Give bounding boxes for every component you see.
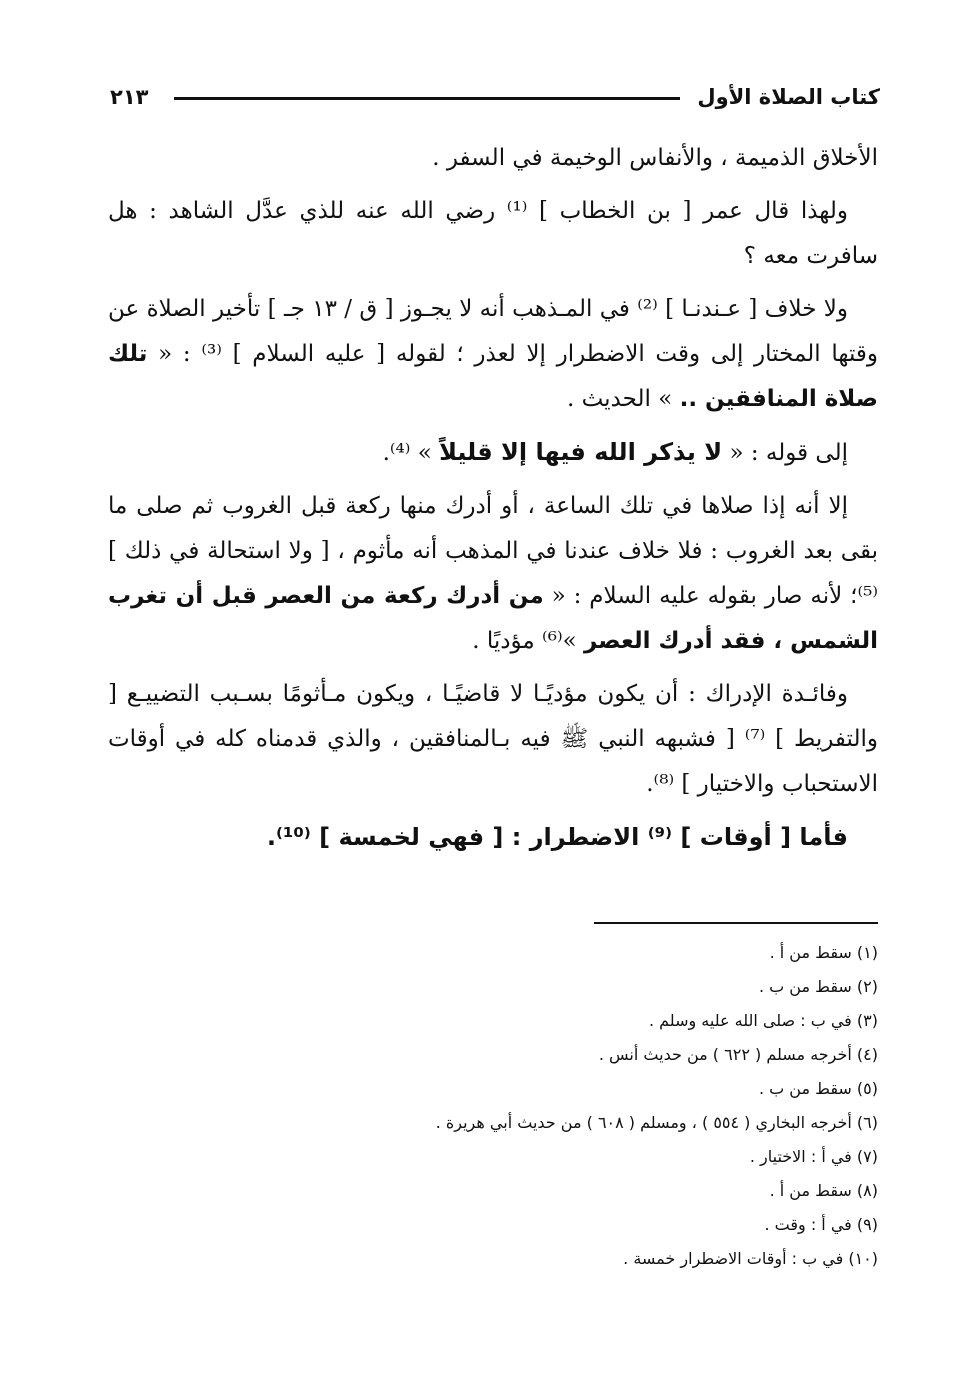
- running-title: كتاب الصلاة الأول: [697, 85, 880, 109]
- paragraph-text: ولا خلاف [ عـندنـا ] ⁽²⁾ في المـذهب أنه لا يجـوز [ ق / ١٣ جـ ] تأخير الصلاة عن وقتها المختار إلى وقت الاضطرار إلا لعذر ؛ لقوله [ عليه السلام ] ⁽³⁾ : «: [108, 296, 879, 367]
- footnote-separator: [594, 922, 878, 924]
- paragraph: ولهذا قال عمر [ بن الخطاب ] ⁽¹⁾ رضي الله عنه للذي عدَّل الشاهد : هل سافرت معه ؟: [108, 198, 878, 269]
- footnote: (٨) سقط من أ .: [769, 1181, 878, 1200]
- main-text: [108, 136, 878, 869]
- section-sentence: فأما [ أوقات ] ⁽⁹⁾ الاضطرار : [ فهي لخمسة ] ⁽¹⁰⁾.: [266, 823, 848, 851]
- paragraph-text: » الحديث .: [566, 386, 673, 412]
- page-number: ٢١٣: [110, 85, 149, 109]
- footnote: (٢) سقط من ب .: [758, 977, 878, 996]
- paragraph-text: » ⁽⁴⁾.: [382, 440, 432, 466]
- footnote: (١٠) في ب : أوقات الاضطرار خمسة .: [623, 1249, 878, 1268]
- footnote: (٦) أخرجه البخاري ( ٥٥٤ ) ، ومسلم ( ٦٠٨ ) من حديث أبي هريرة .: [435, 1113, 878, 1132]
- paragraph: الأخلاق الذميمة ، والأنفاس الوخيمة في السفر .: [432, 145, 878, 171]
- paragraph: وفائـدة الإدراك : أن يكون مؤديًـا لا قاضيًـا ، ويكون مـأثومًا بسـبب التضييـع [ والتفريط ] ⁽⁷⁾ [ فشبهه النبي ﷺ فيه بـالمنافقين ، والذي قدمناه كله في أوقات الاستحباب والاختيار ] ⁽⁸⁾.: [108, 681, 878, 797]
- paragraph: [108, 430, 878, 476]
- hadith-quote: لا يذكر الله فيها إلا قليلاً: [439, 438, 723, 466]
- footnote: (٩) في أ : وقت .: [764, 1215, 878, 1234]
- footnote: (٣) في ب : صلى الله عليه وسلم .: [648, 1011, 878, 1030]
- paragraph-text: إلى قوله : «: [729, 440, 848, 466]
- footnote: (٤) أخرجه مسلم ( ٦٢٢ ) من حديث أنس .: [598, 1045, 878, 1064]
- paragraph-text: »⁽⁶⁾ مؤديًا .: [472, 628, 577, 654]
- footnotes: [120, 936, 878, 1276]
- hadith-quote: من أدرك ركعة من العصر قبل أن تغرب الشمس ، فقد أدرك العصر: [108, 583, 878, 654]
- running-header: [110, 82, 880, 116]
- paragraph-text: إلا أنه إذا صلاها في تلك الساعة ، أو أدرك منها ركعة قبل الغروب ثم صلى ما بقى بعد الغروب : فلا خلاف عندنا في المذهب أنه مأثوم ، [ ولا استحالة في ذلك ] ⁽⁵⁾؛ لأنه صار بقوله عليه السلام : «: [108, 493, 878, 609]
- header-rule: [174, 97, 680, 100]
- footnote: (١) سقط من أ .: [769, 943, 878, 962]
- hadith-quote: تلك صلاة المنافقين ..: [108, 341, 878, 412]
- footnote: (٧) في أ : الاختيار .: [749, 1147, 878, 1166]
- paragraph: [108, 287, 878, 422]
- paragraph: [108, 484, 878, 664]
- footnote: (٥) سقط من ب .: [758, 1079, 878, 1098]
- paragraph: [108, 815, 878, 861]
